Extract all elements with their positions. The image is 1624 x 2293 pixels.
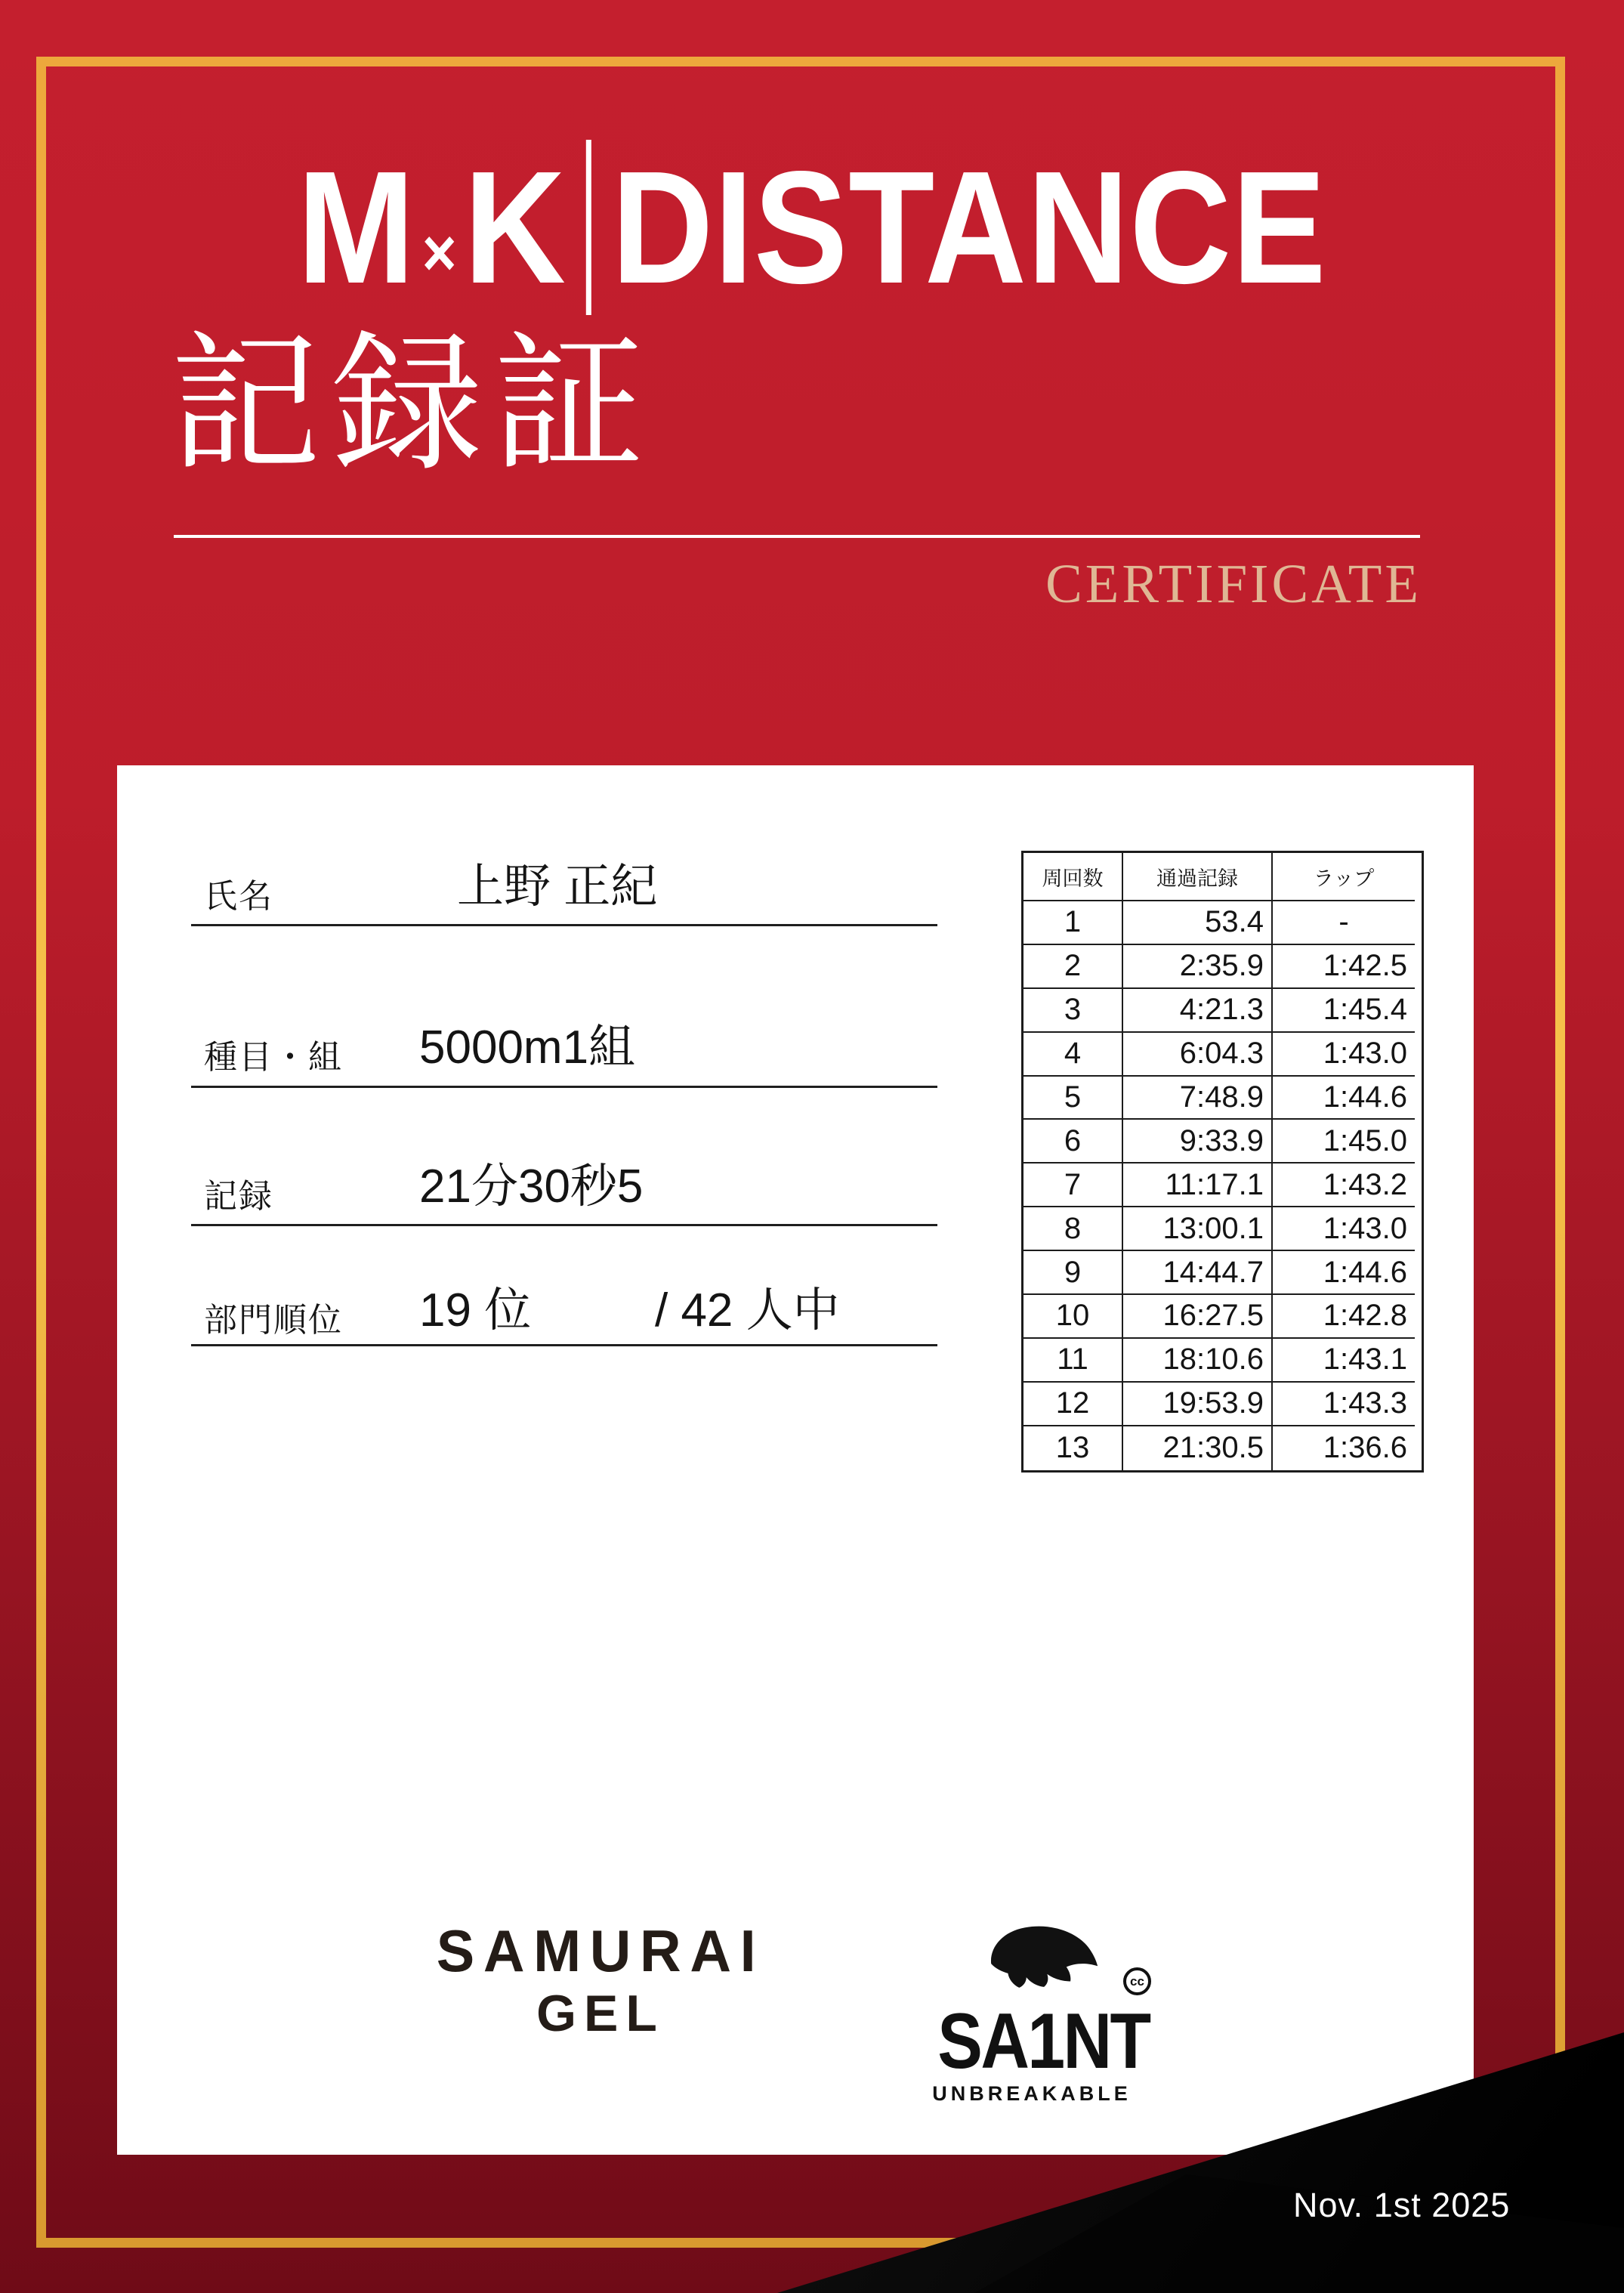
lap-time-cell: 1:43.2 <box>1273 1163 1415 1207</box>
logo-divider <box>586 140 591 315</box>
samurai-wordmark: SAMURAI <box>436 1918 765 1984</box>
split-time-cell: 11:17.1 <box>1123 1163 1273 1207</box>
lap-number-cell: 13 <box>1023 1426 1123 1470</box>
logo-m: M <box>297 138 415 317</box>
lap-table-header-laps: 周回数 <box>1023 853 1123 901</box>
field-underline <box>191 1086 937 1088</box>
split-time-cell: 14:44.7 <box>1123 1251 1273 1295</box>
split-time-cell: 18:10.6 <box>1123 1339 1273 1383</box>
certificate-title-en: CERTIFICATE <box>1045 553 1422 614</box>
split-time-cell: 4:21.3 <box>1123 989 1273 1033</box>
lap-time-cell: 1:42.5 <box>1273 945 1415 989</box>
title-underline <box>174 535 1420 538</box>
split-time-cell: 2:35.9 <box>1123 945 1273 989</box>
lap-time-cell: 1:45.0 <box>1273 1120 1415 1163</box>
lap-number-cell: 11 <box>1023 1339 1123 1383</box>
split-time-cell: 16:27.5 <box>1123 1295 1273 1339</box>
lap-time-cell: 1:43.0 <box>1273 1207 1415 1251</box>
logo-k: K <box>464 138 567 317</box>
lap-number-cell: 5 <box>1023 1077 1123 1120</box>
lap-number-cell: 3 <box>1023 989 1123 1033</box>
lap-table <box>1021 851 1424 1473</box>
lap-number-cell: 8 <box>1023 1207 1123 1251</box>
rank-value: 19 位 <box>419 1284 532 1337</box>
lap-number-cell: 12 <box>1023 1383 1123 1426</box>
lap-table-header-split: 通過記録 <box>1123 853 1273 901</box>
lap-time-cell: 1:36.6 <box>1323 1431 1407 1465</box>
lap-number-cell: 10 <box>1023 1295 1123 1339</box>
rank-total: / 42 人中 <box>655 1284 840 1337</box>
lap-time-cell: - <box>1273 901 1415 945</box>
sponsor-samurai-gel-logo <box>389 1918 812 2042</box>
split-time-cell: 6:04.3 <box>1123 1033 1273 1077</box>
lap-time-cell: 1:42.8 <box>1273 1295 1415 1339</box>
lap-time-cell: 1:45.4 <box>1273 989 1415 1033</box>
field-underline <box>191 1344 937 1346</box>
lap-number-cell: 6 <box>1023 1120 1123 1163</box>
sponsor-saint-logo <box>922 1910 1150 2106</box>
saint-subtext: UNBREAKABLE <box>932 2082 1132 2106</box>
lap-time-cell: 1:44.6 <box>1273 1251 1415 1295</box>
lap-number-cell: 4 <box>1023 1033 1123 1077</box>
event-label: 種目・組 <box>204 1039 343 1076</box>
split-time-cell: 19:53.9 <box>1123 1383 1273 1426</box>
record-value: 21分30秒5 <box>419 1160 644 1213</box>
lap-number-cell: 1 <box>1023 901 1123 945</box>
event-date: Nov. 1st 2025 <box>1293 2186 1511 2224</box>
saint-wordmark: SA1NT <box>937 1998 1150 2085</box>
split-time-cell: 13:00.1 <box>1123 1207 1273 1251</box>
lap-table-header-lap: ラップ <box>1273 853 1415 901</box>
event-value: 5000m1組 <box>419 1021 636 1074</box>
split-time-cell: 7:48.9 <box>1123 1077 1273 1120</box>
lap-time-cell: 1:44.6 <box>1273 1077 1415 1120</box>
split-time-cell: 9:33.9 <box>1123 1120 1273 1163</box>
cc-badge: cc <box>1123 1967 1151 1995</box>
rank-label: 部門順位 <box>204 1302 343 1339</box>
certificate-title-jp: 記録証 <box>170 323 656 490</box>
lap-number-cell: 9 <box>1023 1251 1123 1295</box>
multiply-icon: × <box>421 215 458 291</box>
brand-logo <box>97 138 1527 317</box>
certificate-card <box>117 765 1474 2155</box>
field-underline <box>191 1224 937 1226</box>
lap-number-cell: 7 <box>1023 1163 1123 1207</box>
lap-time-cell: 1:43.0 <box>1273 1033 1415 1077</box>
wing-icon <box>986 1922 1099 2002</box>
lap-time-cell: 1:43.3 <box>1273 1383 1415 1426</box>
split-time-cell: 53.4 <box>1123 901 1273 945</box>
field-underline <box>191 924 937 926</box>
split-time-cell: 21:30.5 <box>1123 1426 1273 1470</box>
lap-time-cell: 1:43.1 <box>1273 1339 1415 1383</box>
distance-wordmark: DISTANCE <box>611 138 1327 317</box>
name-label: 氏名 <box>204 878 273 915</box>
lap-number-cell: 2 <box>1023 945 1123 989</box>
gel-wordmark: GEL <box>536 1985 665 2042</box>
name-value: 上野 正紀 <box>457 861 658 913</box>
record-label: 記録 <box>204 1178 273 1215</box>
